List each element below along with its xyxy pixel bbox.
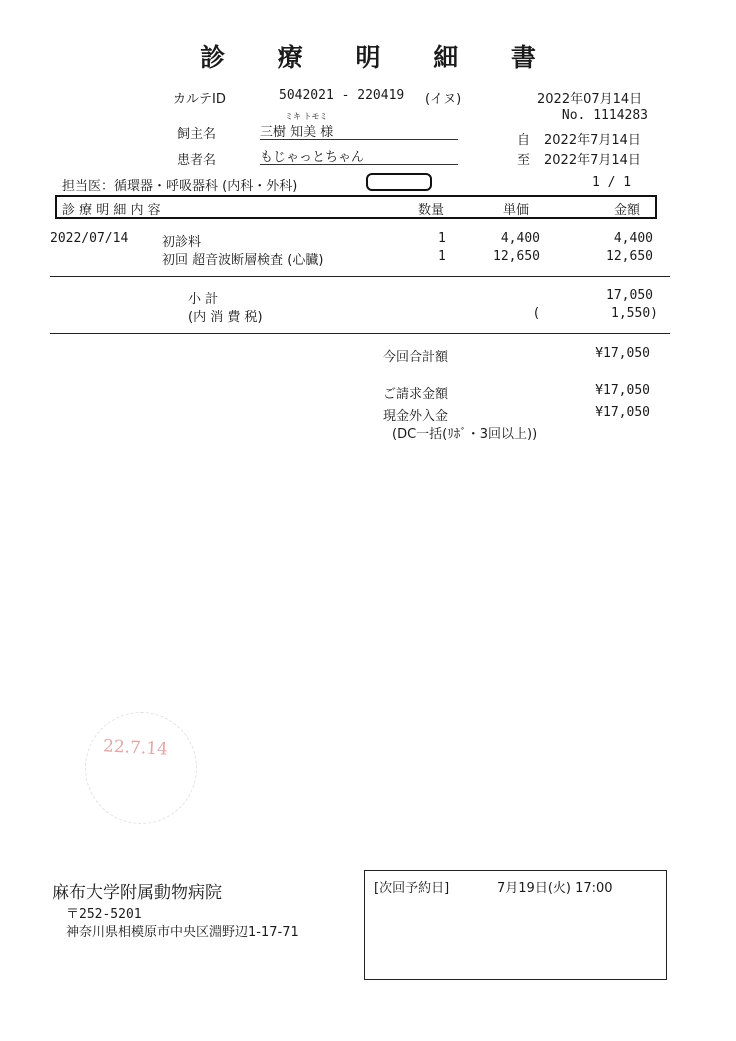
from-date: 2022年7月14日 — [544, 133, 641, 148]
subtotal-divider — [50, 333, 670, 334]
header-amount: 金額 — [614, 203, 641, 218]
karte-label: カルテID — [173, 92, 226, 107]
redacted-name-box — [366, 173, 432, 191]
species: (イヌ) — [425, 92, 462, 107]
issue-date: 2022年07月14日 — [537, 92, 643, 107]
subtotal-value: 17,050 — [606, 288, 653, 303]
page-indicator: 1 / 1 — [592, 175, 632, 190]
subtotal-label: 小 計 — [188, 292, 219, 307]
owner-label: 飼主名 — [177, 127, 217, 142]
patient-name: もじゃっとちゃん — [260, 150, 365, 165]
karte-id: 5042021 - 220419 — [279, 88, 405, 103]
document-number: No. 1114283 — [561, 108, 648, 123]
tax-open-paren: ( — [534, 306, 540, 321]
row-2-unit: 12,650 — [493, 249, 540, 264]
row-2-item: 初回 超音波断層検査 (心臓) — [162, 253, 324, 268]
row-2-amount: 12,650 — [606, 249, 653, 264]
date-stamp: 22.7.14 — [102, 736, 169, 760]
next-appointment-value: 7月19日(火) 17:00 — [497, 881, 613, 896]
table-divider — [50, 276, 670, 277]
row-1-date: 2022/07/14 — [50, 231, 129, 246]
hospital-address: 神奈川県相模原市中央区淵野辺1-17-71 — [66, 925, 299, 940]
stamp-ring — [85, 712, 197, 824]
current-total-label: 今回合計額 — [383, 350, 449, 365]
owner-furigana: ミキ トモミ — [285, 112, 328, 121]
next-appointment-label: [次回予約日] — [374, 881, 450, 896]
cash-payment-label: 現金外入金 — [383, 409, 449, 424]
payment-method-note: (DC一括(ﾘﾎﾞ・3回以上)) — [392, 427, 538, 442]
patient-name-line — [260, 146, 458, 165]
owner-name-line — [260, 121, 458, 140]
header-content: 診 療 明 細 内 容 — [62, 203, 161, 218]
row-2-qty: 1 — [438, 249, 446, 264]
to-label: 至 — [517, 153, 531, 168]
billing-value: ¥17,050 — [595, 383, 650, 398]
from-label: 自 — [517, 133, 531, 148]
billing-label: ご請求金額 — [383, 387, 449, 402]
doctor-department: 担当医：循環器・呼吸器科 (内科・外科) — [62, 179, 298, 194]
tax-value: 1,550) — [611, 306, 658, 321]
document-title: 診 療 明 細 書 — [200, 43, 558, 72]
row-1-unit: 4,400 — [500, 231, 540, 246]
row-1-amount: 4,400 — [613, 231, 653, 246]
owner-name: 三樹 知美 様 — [260, 125, 334, 140]
to-date: 2022年7月14日 — [544, 153, 641, 168]
cash-payment-value: ¥17,050 — [595, 405, 650, 420]
hospital-name: 麻布大学附属動物病院 — [52, 883, 222, 903]
row-1-qty: 1 — [438, 231, 446, 246]
row-1-item: 初診料 — [162, 235, 202, 250]
patient-label: 患者名 — [177, 153, 217, 168]
header-qty: 数量 — [418, 203, 445, 218]
header-unit-price: 単価 — [503, 203, 530, 218]
tax-label: (内 消 費 税) — [188, 310, 263, 325]
current-total-value: ¥17,050 — [595, 346, 650, 361]
hospital-postal-code: 〒252-5201 — [66, 907, 142, 922]
